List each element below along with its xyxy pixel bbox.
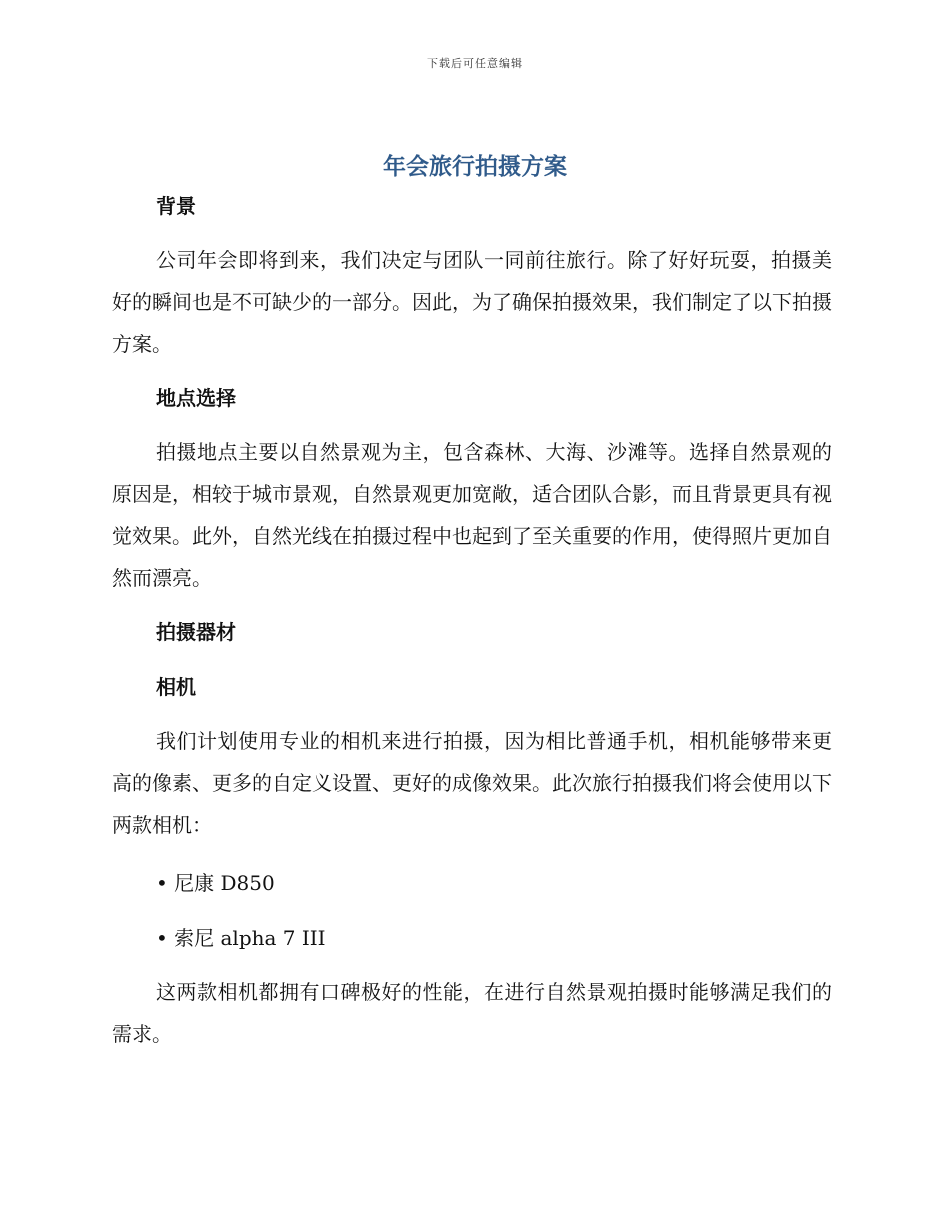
paragraph-camera: 我们计划使用专业的相机来进行拍摄，因为相比普通手机，相机能够带来更高的像素、更多的自定义设置、更好的成像效果。此次旅行拍摄我们将会使用以下两款相机： [112, 729, 832, 837]
section-heading-background: 背景 [156, 194, 196, 218]
paragraph-background: 公司年会即将到来，我们决定与团队一同前往旅行。除了好好玩耍，拍摄美好的瞬间也是不可缺少的一部分。因此，为了确保拍摄效果，我们制定了以下拍摄方案。 [112, 248, 832, 356]
section-heading-camera: 相机 [156, 675, 196, 699]
paragraph-location: 拍摄地点主要以自然景观为主，包含森林、大海、沙滩等。选择自然景观的原因是，相较于城市景观，自然景观更加宽敞，适合团队合影，而且背景更具有视觉效果。此外，自然光线在拍摄过程中也起到了至关重要的作用，使得照片更加自然而漂亮。 [112, 440, 832, 590]
section-heading-location: 地点选择 [156, 386, 236, 410]
section-heading-equipment: 拍摄器材 [156, 620, 236, 644]
document-title: 年会旅行拍摄方案 [383, 154, 567, 180]
list-item-camera-1: • 尼康 D850 [156, 871, 275, 895]
list-item-camera-2: • 索尼 alpha 7 III [156, 926, 326, 950]
page-header-note: 下载后可任意编辑 [427, 57, 523, 70]
paragraph-camera-conclusion: 这两款相机都拥有口碑极好的性能，在进行自然景观拍摄时能够满足我们的需求。 [112, 980, 832, 1046]
document-body [112, 190, 832, 1055]
